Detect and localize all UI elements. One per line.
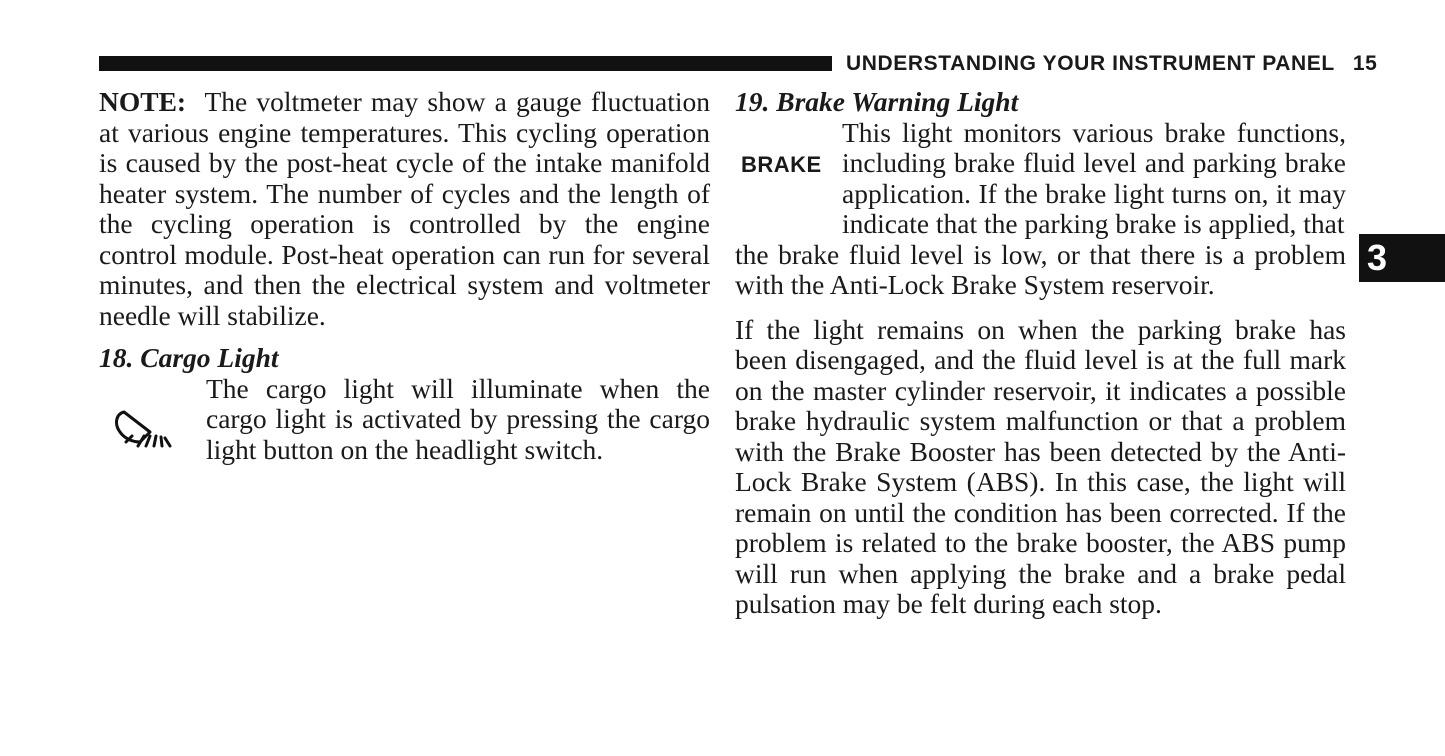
brake-paragraph-2: If the light remains on when the parking brake has been disengaged, and the fluid level is at the full mark on the master cylinder reservoir, it indicates a possible brake hydraulic system malfunction or that a problem with the Brake Booster has been detected by the Anti-Lock Brake System (ABS). In this case, the light will remain on until the condition has been corrected. If the problem is related to the brake booster, the ABS pump will run when applying the brake and a brake pedal pulsation may be felt during each stop. xyxy=(735,313,1346,619)
note-paragraph xyxy=(99,87,710,331)
header-title: UNDERSTANDING YOUR INSTRUMENT PANEL xyxy=(846,52,1335,75)
right-column xyxy=(735,87,1346,620)
note-text: The voltmeter may show a gauge fluctuation at various engine temperatures. This cycling operation is caused by the post-heat cycle of the intake manifold heater system. The number of cycles and the length of the cycling operation is controlled by the engine control module. Post-heat operation can run for several minutes, and then the electrical system and voltmeter needle will stabilize. xyxy=(99,86,710,331)
cargo-light-text: The cargo light will illuminate when the cargo light is activated by pressing the cargo light button on the headlight switch. xyxy=(206,372,710,465)
brake-text-indented: This light monitors various brake functions, including brake fluid level and parking brake application. If the brake light turns on, it may indicate that the parking brake is applied, that xyxy=(842,116,1346,239)
running-header xyxy=(846,51,1378,77)
brake-warning-heading: 19. Brake Warning Light xyxy=(735,86,1019,117)
cargo-light-icon xyxy=(112,404,178,452)
chapter-tab: 3 xyxy=(1359,234,1445,282)
page-number: 15 xyxy=(1352,52,1378,75)
header-rule xyxy=(99,56,832,71)
note-label: NOTE: xyxy=(99,86,187,117)
brake-text-full: the brake fluid level is low, or that there is a problem with the Anti-Lock Brake System reservoir. xyxy=(735,238,1346,300)
left-column xyxy=(99,87,710,465)
cargo-light-heading: 18. Cargo Light xyxy=(99,342,279,373)
brake-warning-icon: BRAKE xyxy=(741,152,822,177)
